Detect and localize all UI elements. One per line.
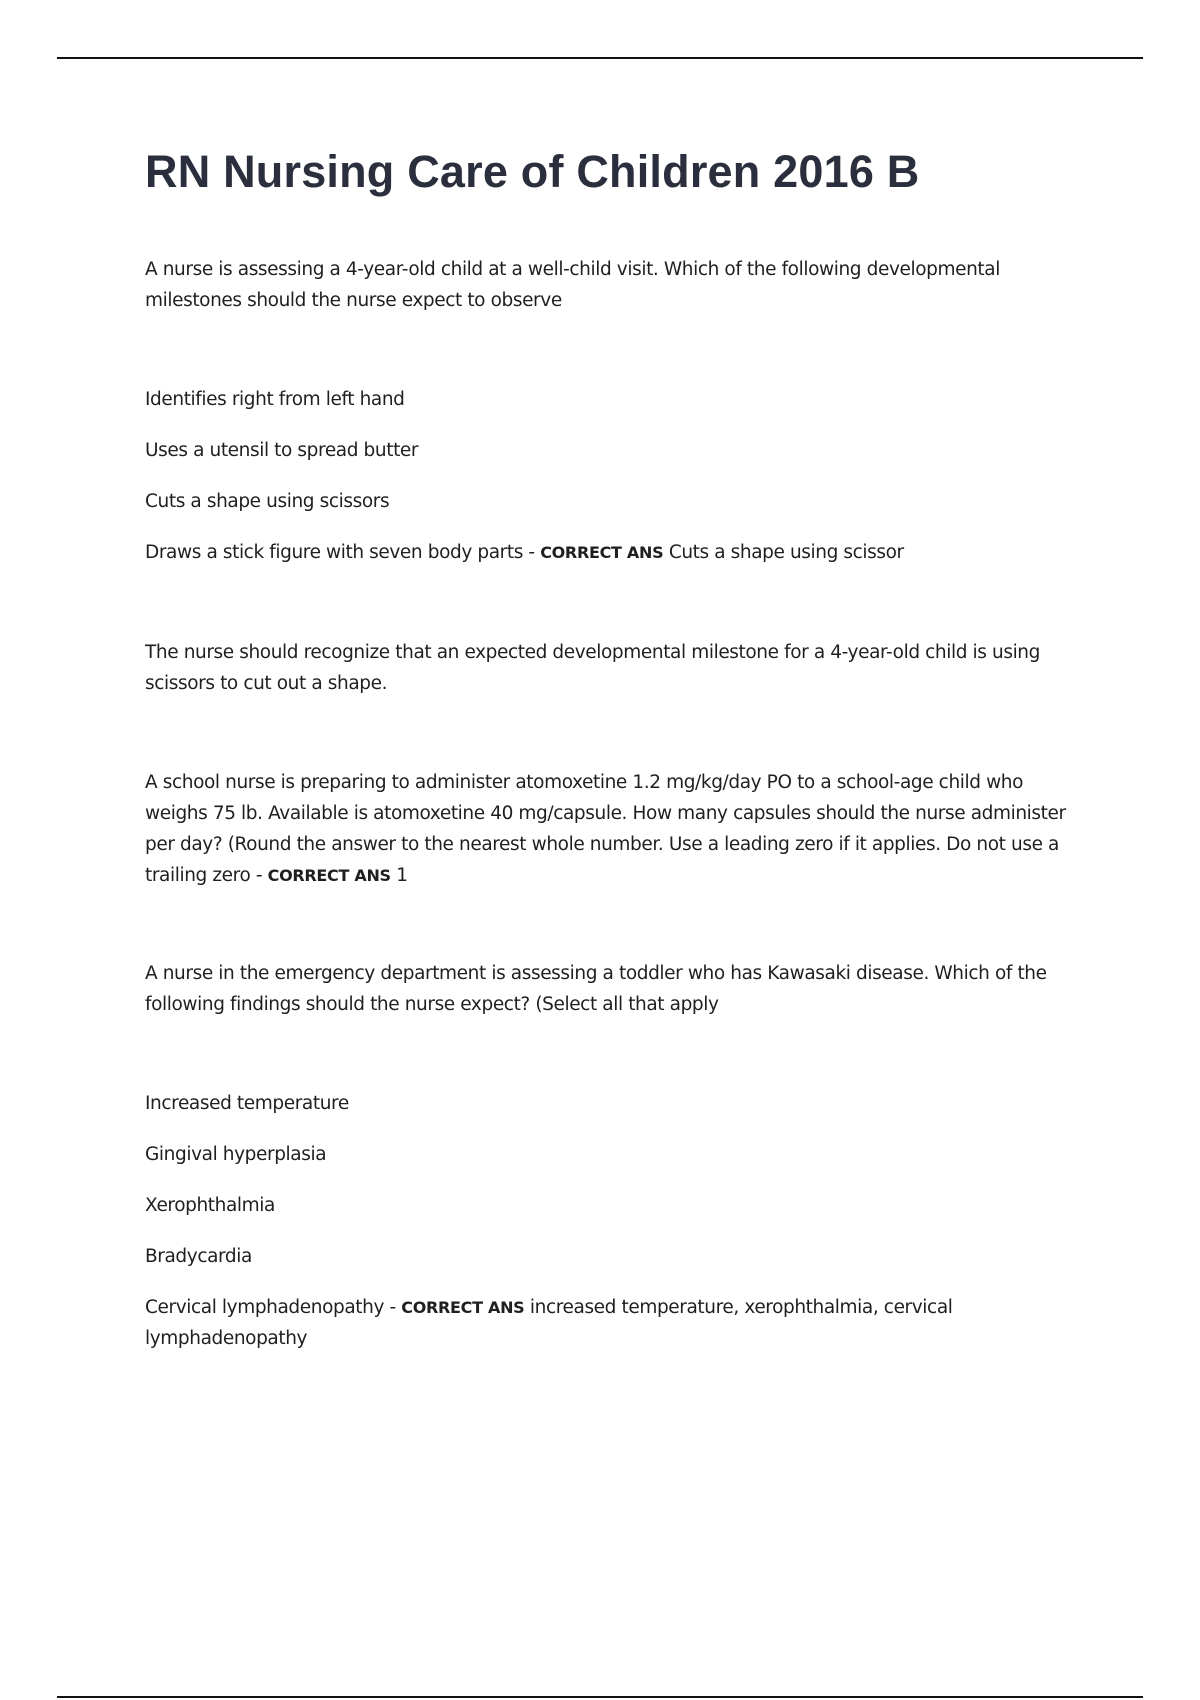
correct-answer-label: CORRECT ANS [401, 1298, 525, 1317]
question-2-stem: A school nurse is preparing to administer atomoxetine 1.2 mg/kg/day PO to a school-age child who weighs 75 lb. Available is atomoxetine 40 mg/capsule. How many capsules should the nurse administer per day? (Round the answer to the nearest whole number. Use a leading zero if it applies. Do not use a trailing zero - [145, 772, 1066, 886]
question-1-stem: A nurse is assessing a 4-year-old child at a well-child visit. Which of the following developmental milestones should the nurse expect to observe [145, 259, 1000, 311]
question-3-option-1: Increased temperature [145, 1093, 349, 1114]
question-2-answer: 1 [396, 865, 408, 886]
question-3-answer: increased temperature, xerophthalmia, cervical lymphadenopathy [145, 1297, 953, 1349]
question-3-option-2: Gingival hyperplasia [145, 1144, 327, 1165]
question-1-option-2: Uses a utensil to spread butter [145, 440, 419, 461]
top-rule [57, 57, 1143, 59]
document-title: RN Nursing Care of Children 2016 B [145, 146, 920, 197]
question-1-option-4-with-answer [145, 537, 1085, 568]
question-1-option-1: Identifies right from left hand [145, 389, 405, 410]
question-1-option-4: Draws a stick figure with seven body parts - [145, 542, 535, 563]
bottom-rule [57, 1696, 1143, 1698]
question-3-stem: A nurse in the emergency department is assessing a toddler who has Kawasaki disease. Which of the following findings should the nurse expect? (Select all that apply [145, 963, 1047, 1015]
question-3-option-5-with-answer [145, 1292, 1085, 1354]
document-body [145, 140, 1085, 1354]
correct-answer-label: CORRECT ANS [267, 866, 391, 885]
question-1-answer: Cuts a shape using scissor [668, 542, 904, 563]
question-1-option-3: Cuts a shape using scissors [145, 491, 390, 512]
question-3-option-4: Bradycardia [145, 1246, 252, 1267]
question-1-rationale: The nurse should recognize that an expected developmental milestone for a 4-year-old child is using scissors to cut out a shape. [145, 642, 1040, 694]
question-2-stem-with-answer [145, 767, 1085, 891]
question-3-option-3: Xerophthalmia [145, 1195, 275, 1216]
question-3-option-5: Cervical lymphadenopathy - [145, 1297, 396, 1318]
correct-answer-label: CORRECT ANS [540, 543, 664, 562]
